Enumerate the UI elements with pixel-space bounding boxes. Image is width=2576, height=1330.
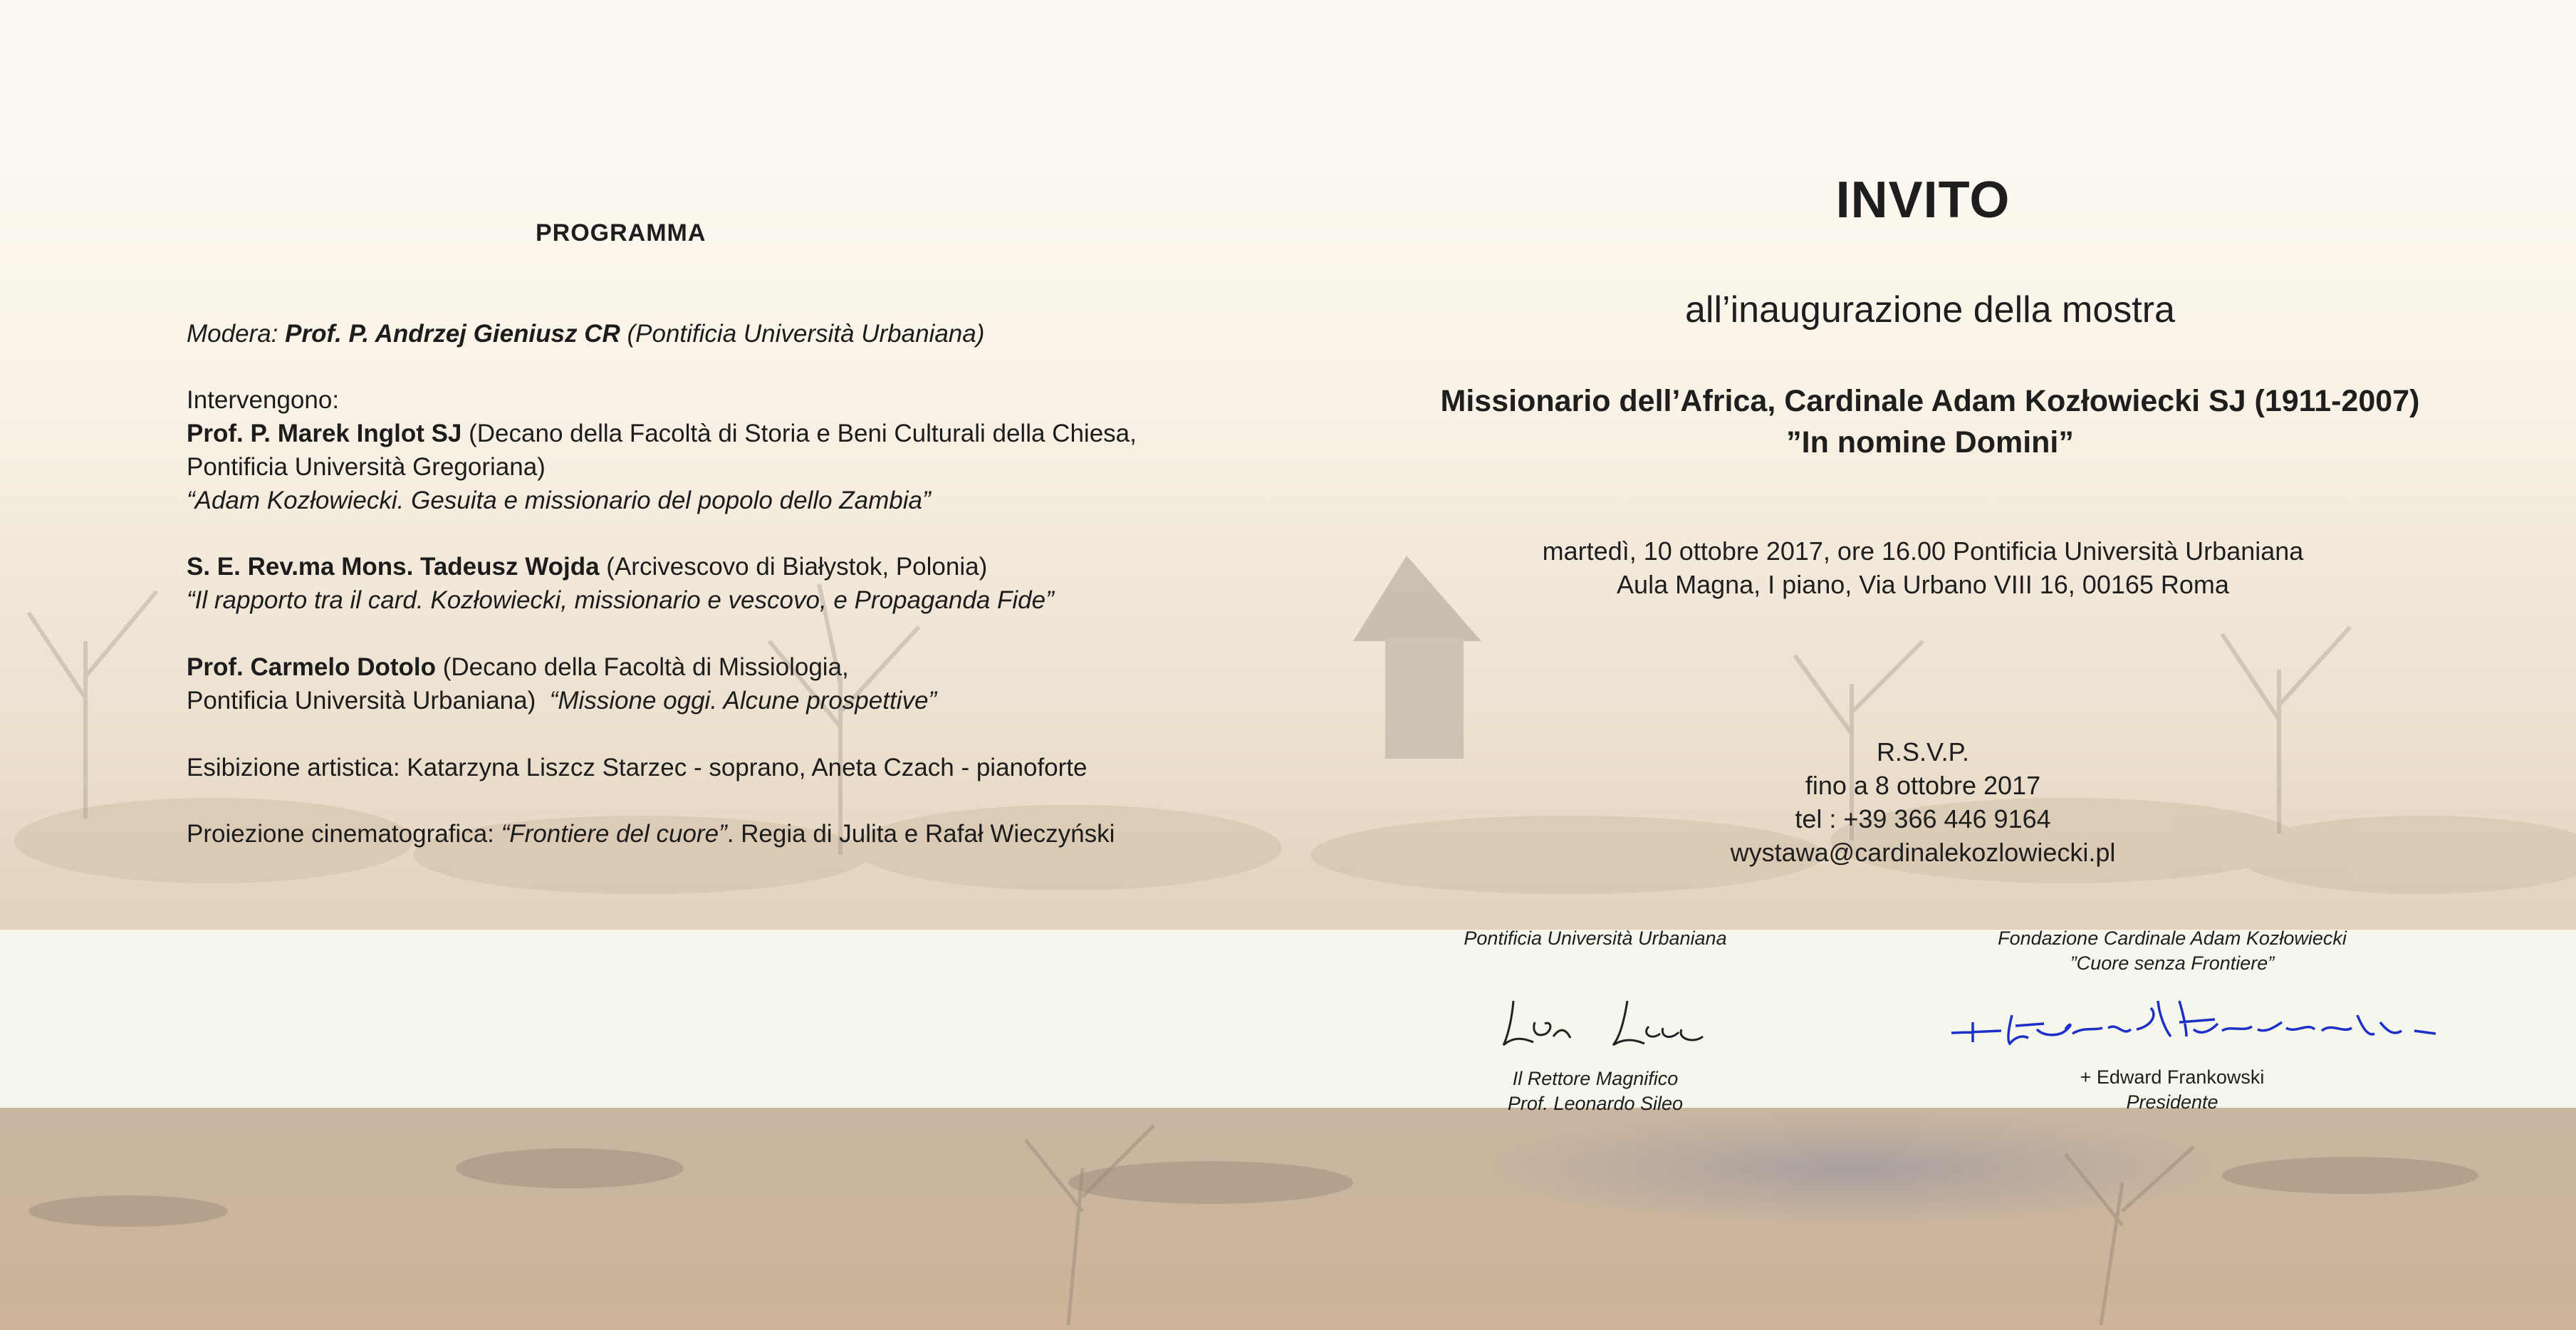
speaker-3-affiliation-cont: Pontificia Università Urbaniana)	[187, 687, 550, 715]
rsvp-phone[interactable]: tel : +39 366 446 9164	[1795, 804, 2051, 833]
right-signatory-org-motto: ”Cuore senza Frontiere”	[2070, 952, 2275, 974]
right-signatory-org: Fondazione Cardinale Adam Kozłowiecki	[1998, 928, 2347, 949]
film-label: Proiezione cinematografica:	[187, 820, 501, 848]
exhibition-title	[1396, 380, 2464, 463]
exhibition-title-line-1: Missionario dell’Africa, Cardinale Adam Kozłowiecki SJ (1911-2007)	[1440, 384, 2420, 418]
speaker-1-affiliation-cont: Pontificia Università Gregoriana)	[187, 453, 546, 481]
rsvp-deadline: fino a 8 ottobre 2017	[1805, 771, 2041, 800]
film-title: “Frontiere del cuore”	[501, 820, 727, 848]
moderator-name: Prof. P. Andrzej Gieniusz CR	[285, 320, 620, 348]
moderator-line	[187, 317, 984, 350]
rsvp-email[interactable]: wystawa@cardinalekozlowiecki.pl	[1730, 838, 2116, 867]
event-date-place: martedì, 10 ottobre 2017, ore 16.00 Pontificia Università Urbaniana	[1542, 536, 2304, 566]
speaker-3-name: Prof. Carmelo Dotolo	[187, 653, 437, 681]
speakers-label: Intervengono:	[187, 386, 340, 414]
speaker-3-affiliation: (Decano della Facoltà di Missiologia,	[436, 653, 849, 681]
left-signatory-name: Prof. Leonardo Sileo	[1507, 1093, 1684, 1114]
speaker-2-affiliation: (Arcivescovo di Białystok, Polonia)	[599, 553, 988, 581]
speaker-1-affiliation: (Decano della Facoltà di Storia e Beni Culturali della Chiesa,	[462, 420, 1137, 447]
right-signatory-role: Presidente	[2126, 1091, 2218, 1113]
speaker-2	[187, 550, 1054, 617]
right-signatory-name: + Edward Frankowski	[2080, 1066, 2265, 1088]
speaker-1-name: Prof. P. Marek Inglot SJ	[187, 420, 462, 447]
speaker-2-name: S. E. Rev.ma Mons. Tadeusz Wojda	[187, 553, 600, 581]
left-signatory-role: Il Rettore Magnifico	[1512, 1068, 1679, 1089]
programma-title: PROGRAMMA	[536, 219, 706, 246]
event-address: Aula Magna, I piano, Via Urbano VIII 16, 00165 Roma	[1617, 570, 2229, 599]
speaker-1-talk: “Adam Kozłowiecki. Gesuita e missionario del popolo dello Zambia”	[187, 487, 931, 514]
speaker-1-line	[187, 417, 1137, 450]
invito-subtitle: all’inaugurazione della mostra	[1685, 289, 2175, 331]
left-signatory-org: Pontificia Università Urbaniana	[1464, 928, 1727, 949]
speaker-1	[187, 417, 1137, 517]
moderator-label: Modera:	[187, 320, 286, 348]
speaker-3	[187, 650, 937, 717]
speaker-2-talk: “Il rapporto tra il card. Kozłowiecki, missionario e vescovo, e Propaganda Fide”	[187, 586, 1054, 614]
film-director: . Regia di Julita e Rafał Wieczyński	[726, 820, 1115, 848]
rsvp-label: R.S.V.P.	[1876, 737, 1970, 767]
moderator-affiliation: (Pontificia Università Urbaniana)	[620, 320, 985, 348]
speaker-3-talk: “Missione oggi. Alcune prospettive”	[549, 687, 937, 715]
exhibition-title-line-2: ”In nomine Domini”	[1786, 425, 2074, 459]
rector-signature	[1492, 987, 1720, 1051]
artistic-performance: Esibizione artistica: Katarzyna Liszcz Starzec - soprano, Aneta Czach - pianoforte	[187, 754, 1088, 781]
invito-title: INVITO	[1835, 172, 2011, 229]
film-screening	[187, 817, 1115, 851]
president-signature	[1944, 987, 2443, 1058]
